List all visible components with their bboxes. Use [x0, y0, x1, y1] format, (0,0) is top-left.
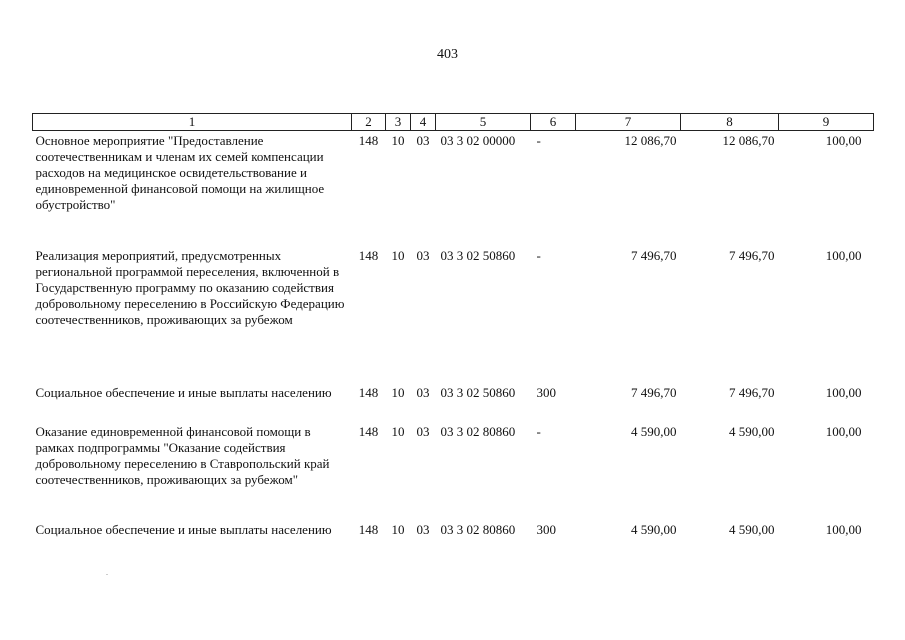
row-name: Социальное обеспечение и иные выплаты населению [35, 384, 332, 400]
table-row [33, 422, 874, 520]
table-row [33, 520, 874, 538]
header-col-2: 2 [352, 114, 386, 131]
row-code-ministry: 148 [358, 521, 379, 537]
row-name: Основное мероприятие "Предоставление соотечественникам и членам их семей компенсации расходов на медицинское освидетельствование и единовременной финансовой помощи на жилищное обустройство" [35, 133, 325, 212]
row-value-8: 12 086,70 [722, 133, 775, 148]
row-code-ministry: 148 [358, 384, 379, 400]
row-value-7: 12 086,70 [624, 133, 677, 148]
row-code-expense-type: - [536, 423, 541, 439]
row-code-ministry: 148 [358, 247, 379, 263]
header-col-8: 8 [681, 114, 779, 131]
row-code-subsection: 03 [416, 247, 430, 263]
header-col-5: 5 [436, 114, 531, 131]
row-code-ministry: 148 [358, 423, 379, 439]
page-number: 403 [437, 47, 458, 62]
row-value-8: 7 496,70 [729, 247, 775, 263]
row-value-9: 100,00 [825, 384, 862, 400]
row-code-subsection: 03 [416, 423, 430, 439]
row-code-subsection: 03 [416, 384, 430, 400]
row-code-target: 03 3 02 80860 [440, 521, 516, 537]
scan-speck [106, 574, 108, 575]
header-col-9: 9 [779, 114, 874, 131]
row-code-expense-type: - [536, 133, 541, 148]
row-name: Социальное обеспечение и иные выплаты населению [35, 521, 332, 537]
row-code-expense-type: 300 [536, 384, 556, 400]
row-name: Реализация мероприятий, предусмотренных региональной программой переселения, включенной в Государственную программу по оказанию содействия добровольному переселению в Российскую Федерацию соотечественников, проживающих за рубежом [35, 247, 345, 327]
row-code-subsection: 03 [416, 521, 430, 537]
row-value-7: 4 590,00 [631, 423, 677, 439]
table-row [33, 131, 874, 246]
row-code-expense-type: - [536, 247, 541, 263]
row-code-ministry: 148 [358, 133, 379, 148]
table-row [33, 383, 874, 422]
header-col-1: 1 [33, 114, 352, 131]
table-header [33, 114, 874, 131]
row-value-9: 100,00 [825, 247, 862, 263]
header-row [33, 114, 874, 131]
row-code-target: 03 3 02 00000 [440, 133, 516, 148]
row-code-section: 10 [391, 384, 405, 400]
row-code-subsection: 03 [416, 133, 430, 148]
row-code-target: 03 3 02 50860 [440, 247, 516, 263]
row-value-9: 100,00 [825, 133, 862, 148]
row-code-section: 10 [391, 521, 405, 537]
header-col-3: 3 [386, 114, 411, 131]
header-col-4: 4 [411, 114, 436, 131]
row-value-8: 4 590,00 [729, 521, 775, 537]
row-value-8: 7 496,70 [729, 384, 775, 400]
row-code-expense-type: 300 [536, 521, 556, 537]
table-body [33, 131, 874, 538]
row-code-section: 10 [391, 423, 405, 439]
row-name: Оказание единовременной финансовой помощи в рамках подпрограммы "Оказание содействия добровольному переселению в Ставропольский край соотечественников, проживающих за рубежом" [35, 423, 330, 487]
header-col-6: 6 [531, 114, 576, 131]
row-value-9: 100,00 [825, 423, 862, 439]
row-value-9: 100,00 [825, 521, 862, 537]
table-row [33, 246, 874, 383]
header-col-7: 7 [576, 114, 681, 131]
row-value-7: 4 590,00 [631, 521, 677, 537]
budget-table [32, 113, 874, 538]
row-code-section: 10 [391, 133, 405, 148]
row-code-target: 03 3 02 50860 [440, 384, 516, 400]
row-value-7: 7 496,70 [631, 247, 677, 263]
row-value-8: 4 590,00 [729, 423, 775, 439]
row-code-target: 03 3 02 80860 [440, 423, 516, 439]
row-value-7: 7 496,70 [631, 384, 677, 400]
row-code-section: 10 [391, 247, 405, 263]
